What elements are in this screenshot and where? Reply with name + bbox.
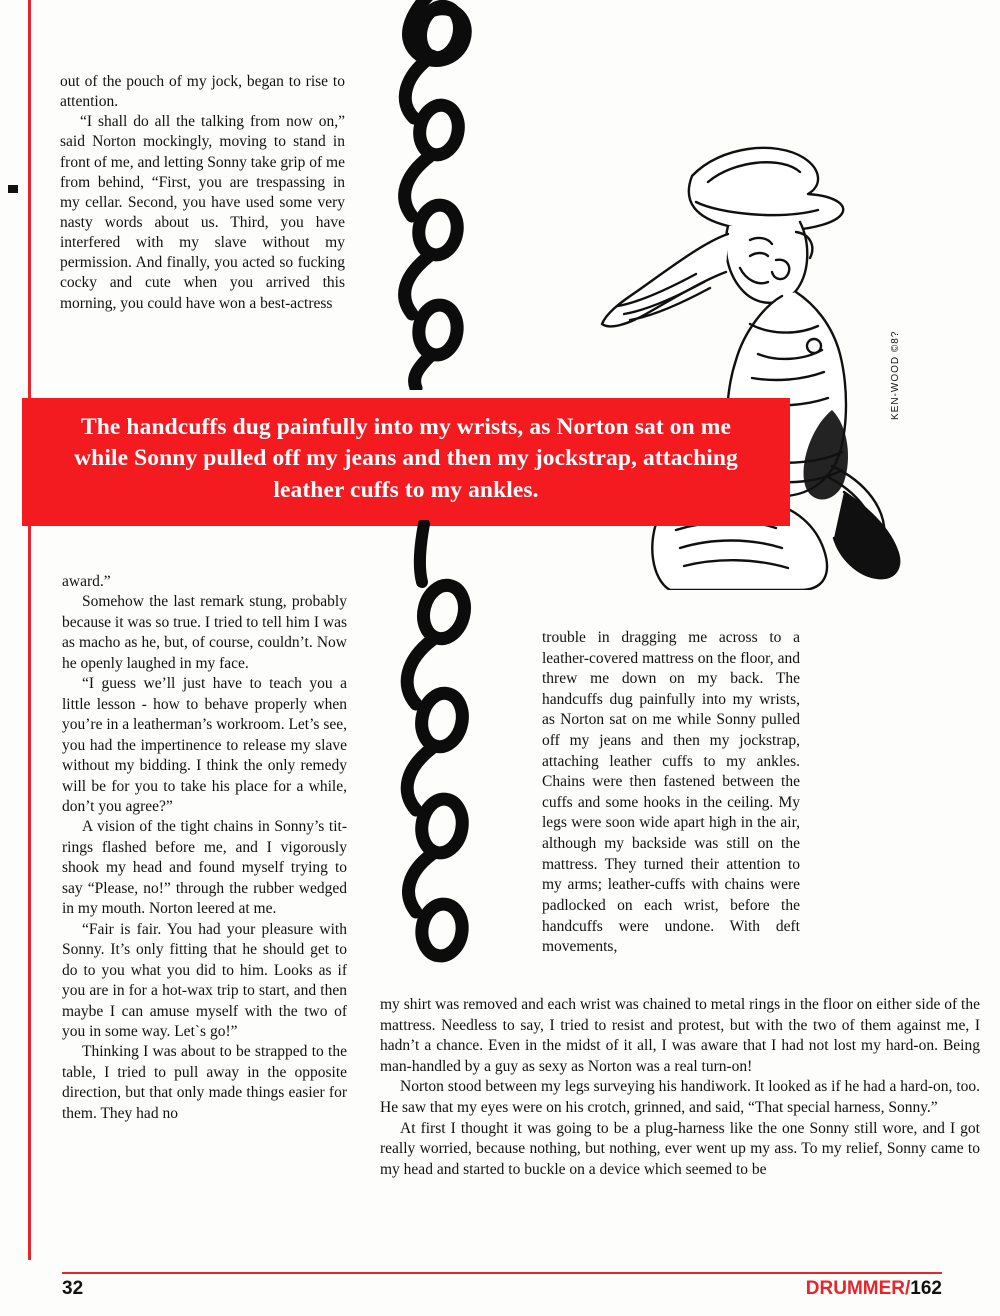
page-number: 32 <box>62 1278 84 1299</box>
paragraph: my shirt was removed and each wrist was chained to metal rings in the floor on either side of the mattress. Needless to say, I tried to resist and protest, but with the two of them against me, I hadn’t a chance. Even in the midst of it all, I was aware that I had not lost my hard-on. Being man-handled by a guy as sexy as Norton was a real turn-on! <box>380 996 980 1075</box>
paragraph: out of the pouch of my jock, began to rise to attention. <box>60 73 345 111</box>
paragraph: Somehow the last remark stung, probably because it was so true. I tried to tell him I was as macho as he, but, of course, couldn’t. Now he openly laughed in my face. <box>62 593 347 672</box>
masthead-issue: 162 <box>910 1278 942 1299</box>
left-margin-mark <box>8 185 18 193</box>
chain-illustration-bottom <box>382 520 522 990</box>
pull-quote-text: The handcuffs dug painfully into my wrists, as Norton sat on me while Sonny pulled off my jeans and then my jockstrap, attaching leather cuffs to my ankles. <box>74 414 738 503</box>
pull-quote-banner <box>22 398 790 526</box>
paragraph: A vision of the tight chains in Sonny’s tit-rings flashed before me, and I vigorously shook my head and found myself trying to say “Please, no!” through the rubber wedged in my mouth. Norton leered at me. <box>62 818 347 918</box>
paragraph: At first I thought it was going to be a plug-harness like the one Sonny still wore, and I got really worried, because nothing, but nothing, ever went up my ass. To my relief, Sonny came to my head and started to buckle on a device which seemed to be <box>380 1119 980 1178</box>
masthead-title: DRUMMER <box>805 1278 906 1299</box>
chain-illustration-top <box>382 0 522 390</box>
paragraph: “I guess we’ll just have to teach you a little lesson - how to behave properly when you’re in a leatherman’s workroom. Let’s see, you had the impertinence to release my slave without my bidding. I think the only remedy will be for you to take his place for a while, don’t you agree?” <box>62 675 347 815</box>
paragraph: “I shall do all the talking from now on,” said Norton mockingly, moving to stand in front of me, and letting Sonny take grip of me from behind, “First, you are trespassing in my cellar. Second, you have used some very nasty words about us. Third, you have interfered with my slave without my permission. And finally, you acted so fucking cocky and cute when you arrived this morning, you could have won a best-actress <box>60 113 345 312</box>
paragraph: Norton stood between my legs surveying his handiwork. It looked as if he had a hard-on, too. He saw that my eyes were on his crotch, grinned, and said, “That special harness, Sonny.” <box>380 1078 980 1117</box>
paragraph: “Fair is fair. You had your pleasure with Sonny. It’s only fitting that he should get to do to you what you did to him. Looks as if you are in for a hot-wax trip to start, and then maybe I can amuse myself with the two of you in some way. Let`s go!” <box>62 920 347 1040</box>
paragraph: Thinking I was about to be strapped to the table, I tried to pull away in the opposite direction, but that only made things easier for them. They had no <box>62 1043 347 1122</box>
footer-rule <box>62 1272 942 1274</box>
left-column <box>62 572 347 1124</box>
left-red-rule <box>28 0 31 1260</box>
bottom-wide-text-block <box>380 995 980 1180</box>
paragraph: trouble in dragging me across to a leather-covered mattress on the floor, and threw me down on my back. The handcuffs dug painfully into my wrists, as Norton sat on me while Sonny pulled off my jeans and then my jockstrap, attaching leather cuffs to my ankles. Chains were then fastened between the cuffs and some hooks in the ceiling. My legs were soon wide apart high in the air, although my backside was still on the mattress. They turned their attention to my arms; leather-cuffs with chains were padlocked on each wrist, before the handcuffs were undone. With deft movements, <box>542 629 800 956</box>
paragraph: award.” <box>62 573 111 590</box>
artist-signature: KEN-WOOD ©8? <box>890 330 901 420</box>
top-left-column <box>60 72 345 314</box>
right-column <box>542 628 800 958</box>
masthead-separator: / <box>905 1278 911 1299</box>
masthead <box>806 1278 942 1300</box>
